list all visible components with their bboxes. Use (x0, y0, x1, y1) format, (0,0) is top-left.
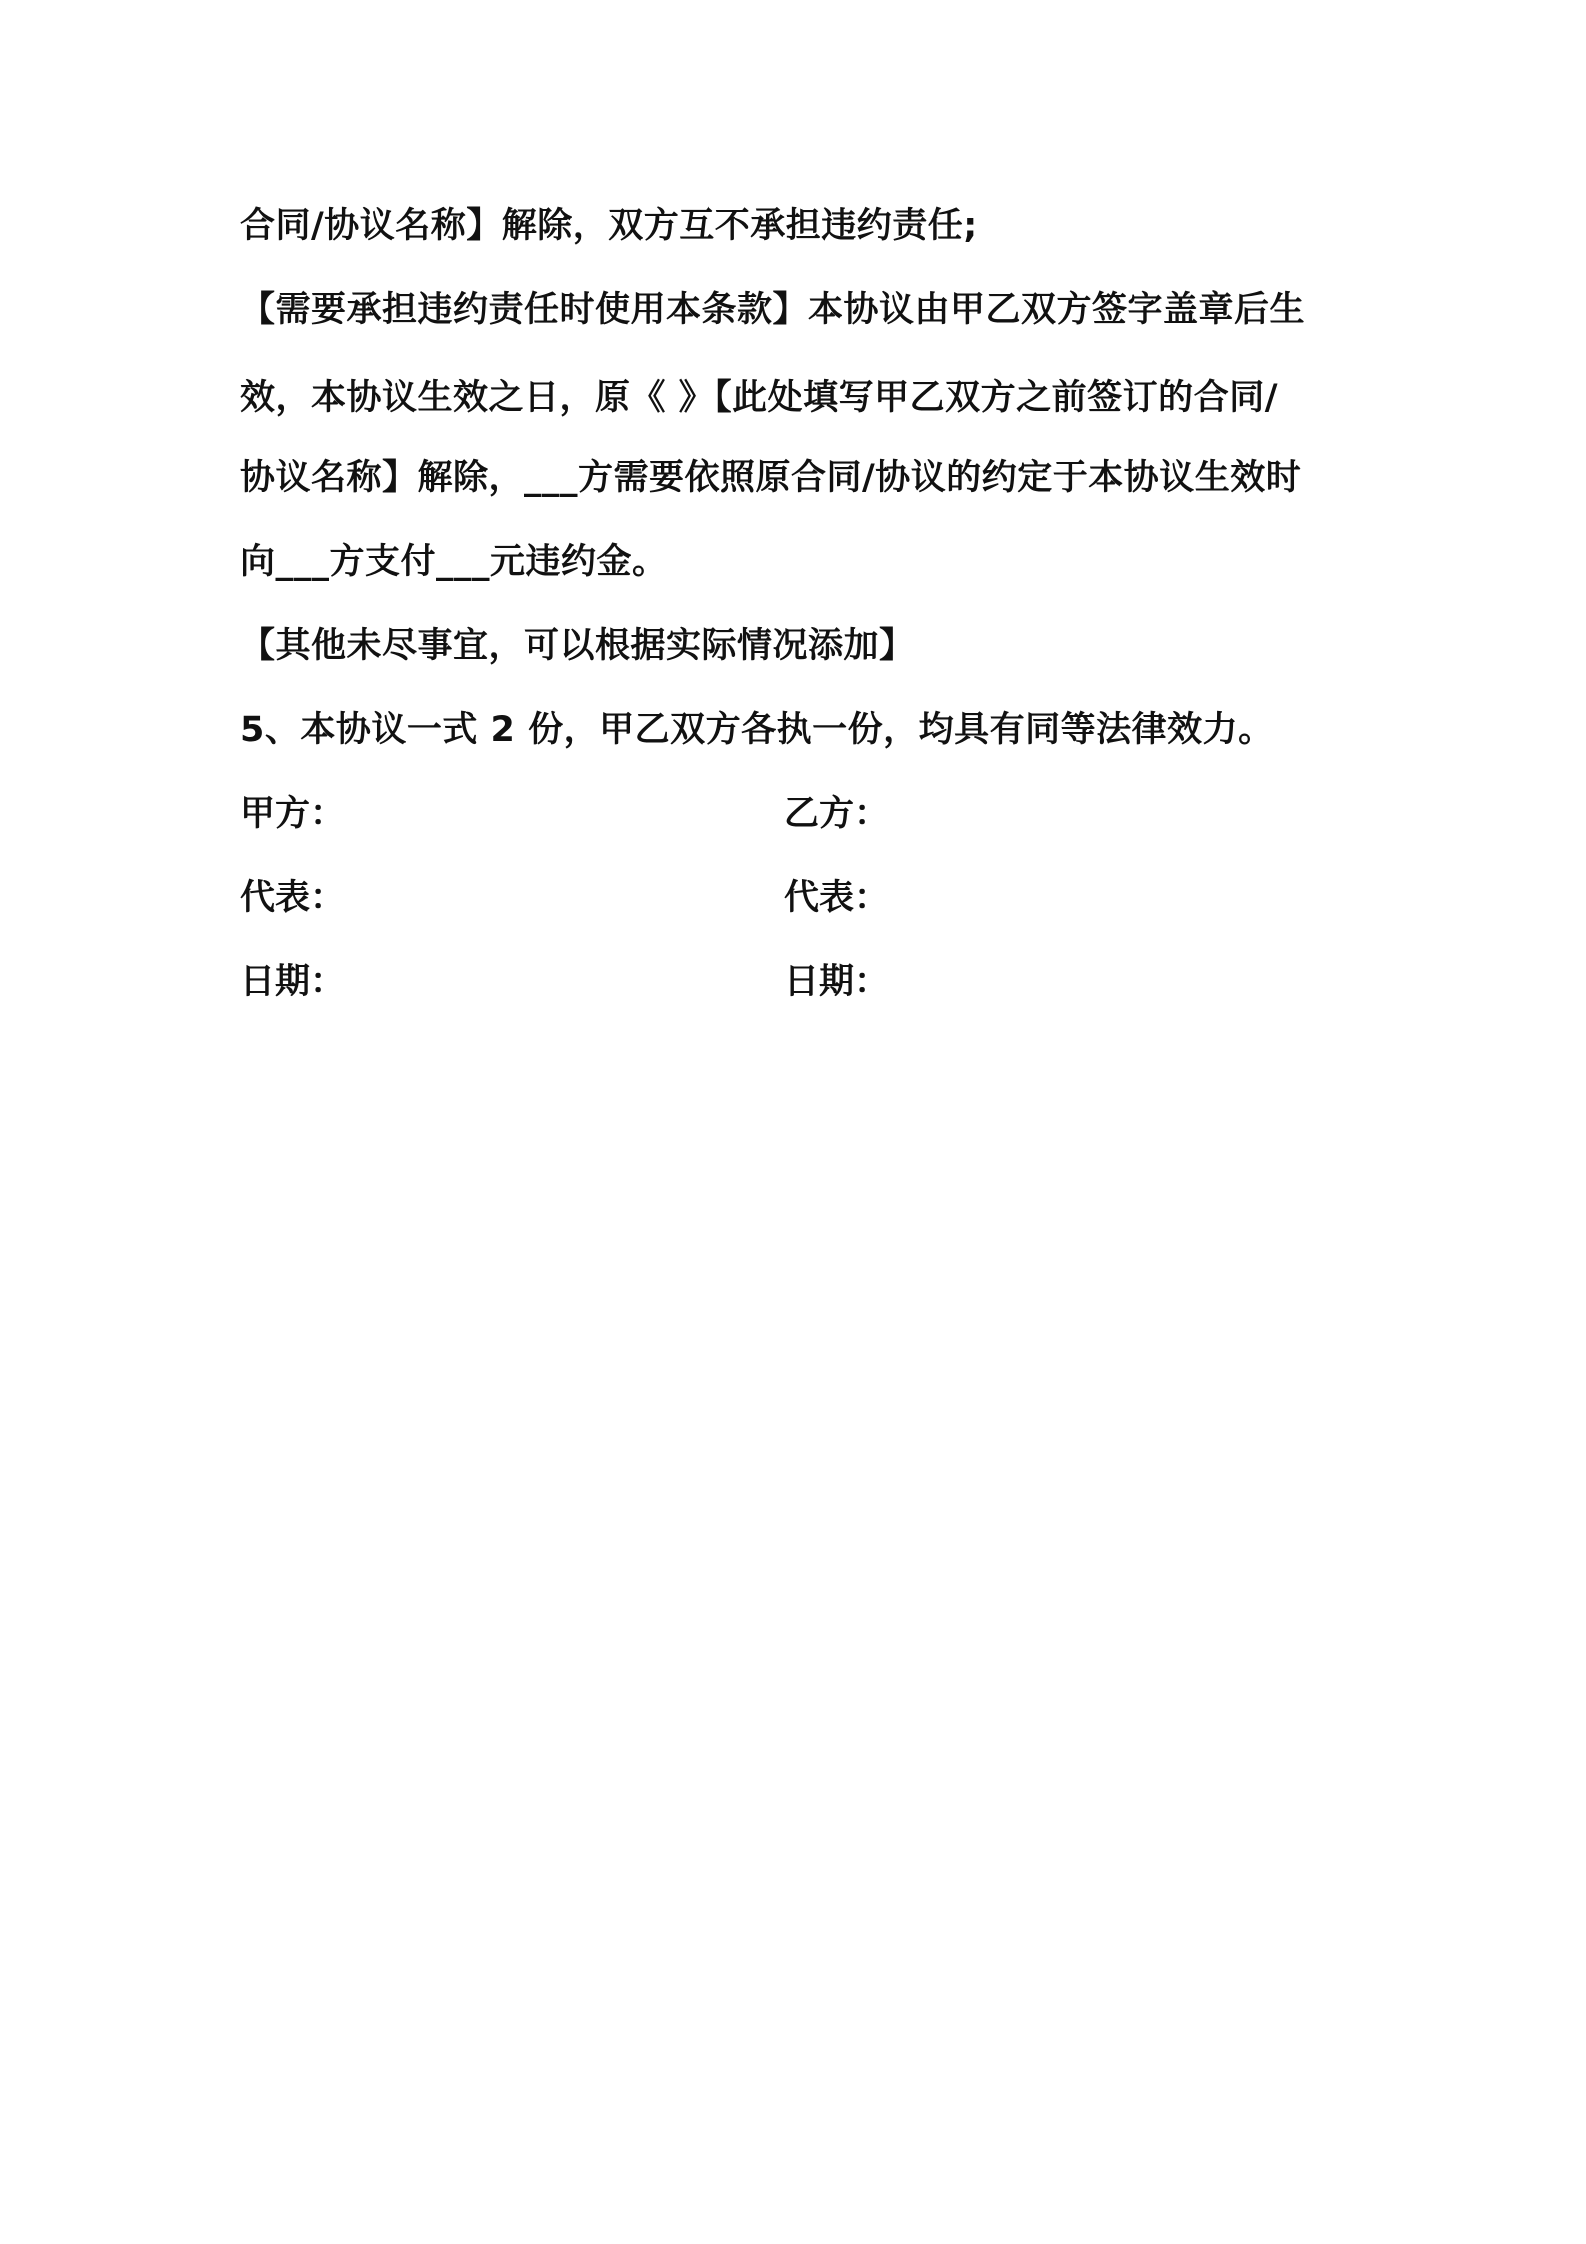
party-b-label: 乙方： (784, 794, 890, 834)
paragraph-line-1: 合同/协议名称】解除，双方互不承担违约责任; (240, 206, 978, 246)
paragraph-line-3: 效，本协议生效之日，原《 》【此处填写甲乙双方之前签订的合同/ (240, 378, 1278, 418)
representative-a-label: 代表： (240, 878, 346, 918)
party-a-label: 甲方： (240, 794, 346, 834)
representative-b-label: 代表： (784, 878, 890, 918)
date-b-label: 日期： (784, 962, 890, 1002)
paragraph-line-4: 协议名称】解除，___方需要依照原合同/协议的约定于本协议生效时 (240, 458, 1302, 498)
paragraph-line-6: 【其他未尽事宜，可以根据实际情况添加】 (240, 626, 915, 666)
clause-5: 5、本协议一式 2 份，甲乙双方各执一份，均具有同等法律效力。 (240, 710, 1274, 750)
paragraph-line-2: 【需要承担违约责任时使用本条款】本协议由甲乙双方签字盖章后生 (240, 290, 1306, 330)
date-a-label: 日期： (240, 962, 346, 1002)
paragraph-line-5: 向___方支付___元违约金。 (240, 542, 668, 582)
